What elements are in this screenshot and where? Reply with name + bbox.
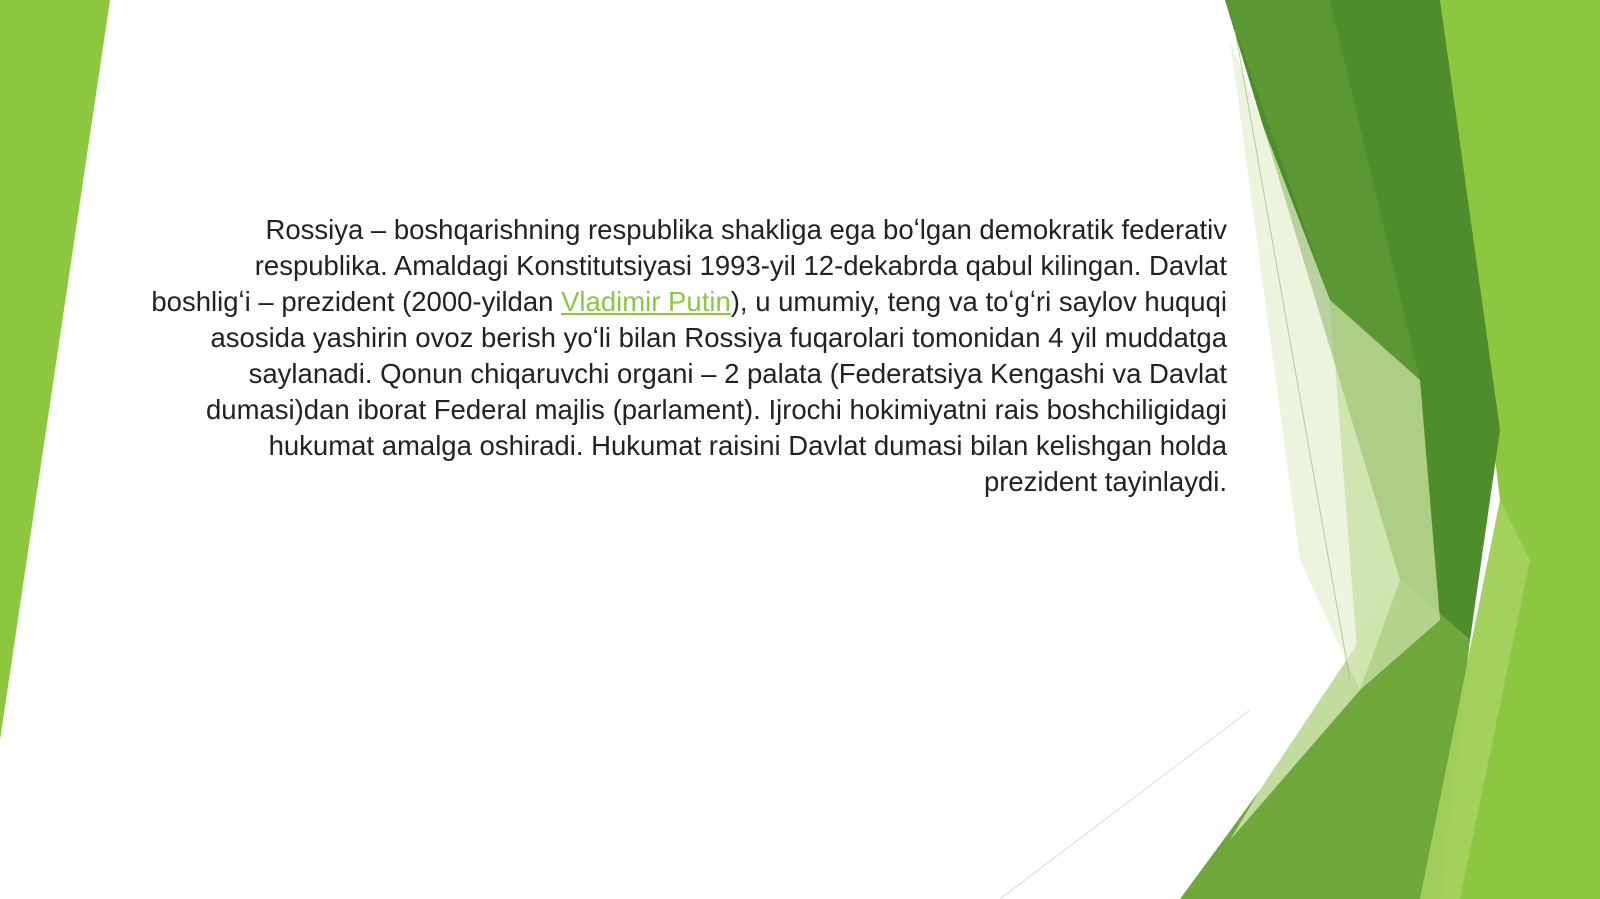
left-green-shape bbox=[0, 0, 110, 740]
slide-body-text bbox=[150, 212, 1227, 500]
vladimir-putin-link[interactable]: Vladimir Putin bbox=[561, 286, 731, 317]
paragraph-text-after-link: ), u umumiy, teng va toʻgʻri saylov huquqi asosida yashirin ovoz berish yoʻli bilan Rossiya fuqarolari tomonidan 4 yil muddatga saylanadi. Qonun chiqaruvchi organi – 2 palata (Federatsiya Kengashi va Davlat dumasi)dan iborat Federal majlis (parlament). Ijrochi hokimiyatni rais boshchiligidagi hukumat amalga oshiradi. Hukumat raisini Davlat dumasi bilan kelishgan holda prezident tayinlaydi. bbox=[206, 286, 1227, 497]
paragraph-text-before-link: Rossiya – boshqarishning respublika shakliga ega boʻlgan demokratik federativ respublika. Amaldagi Konstitutsiyasi 1993-yil 12-dekabrda qabul kilingan. Davlat boshligʻi – prezident (2000-yildan bbox=[151, 214, 1227, 317]
